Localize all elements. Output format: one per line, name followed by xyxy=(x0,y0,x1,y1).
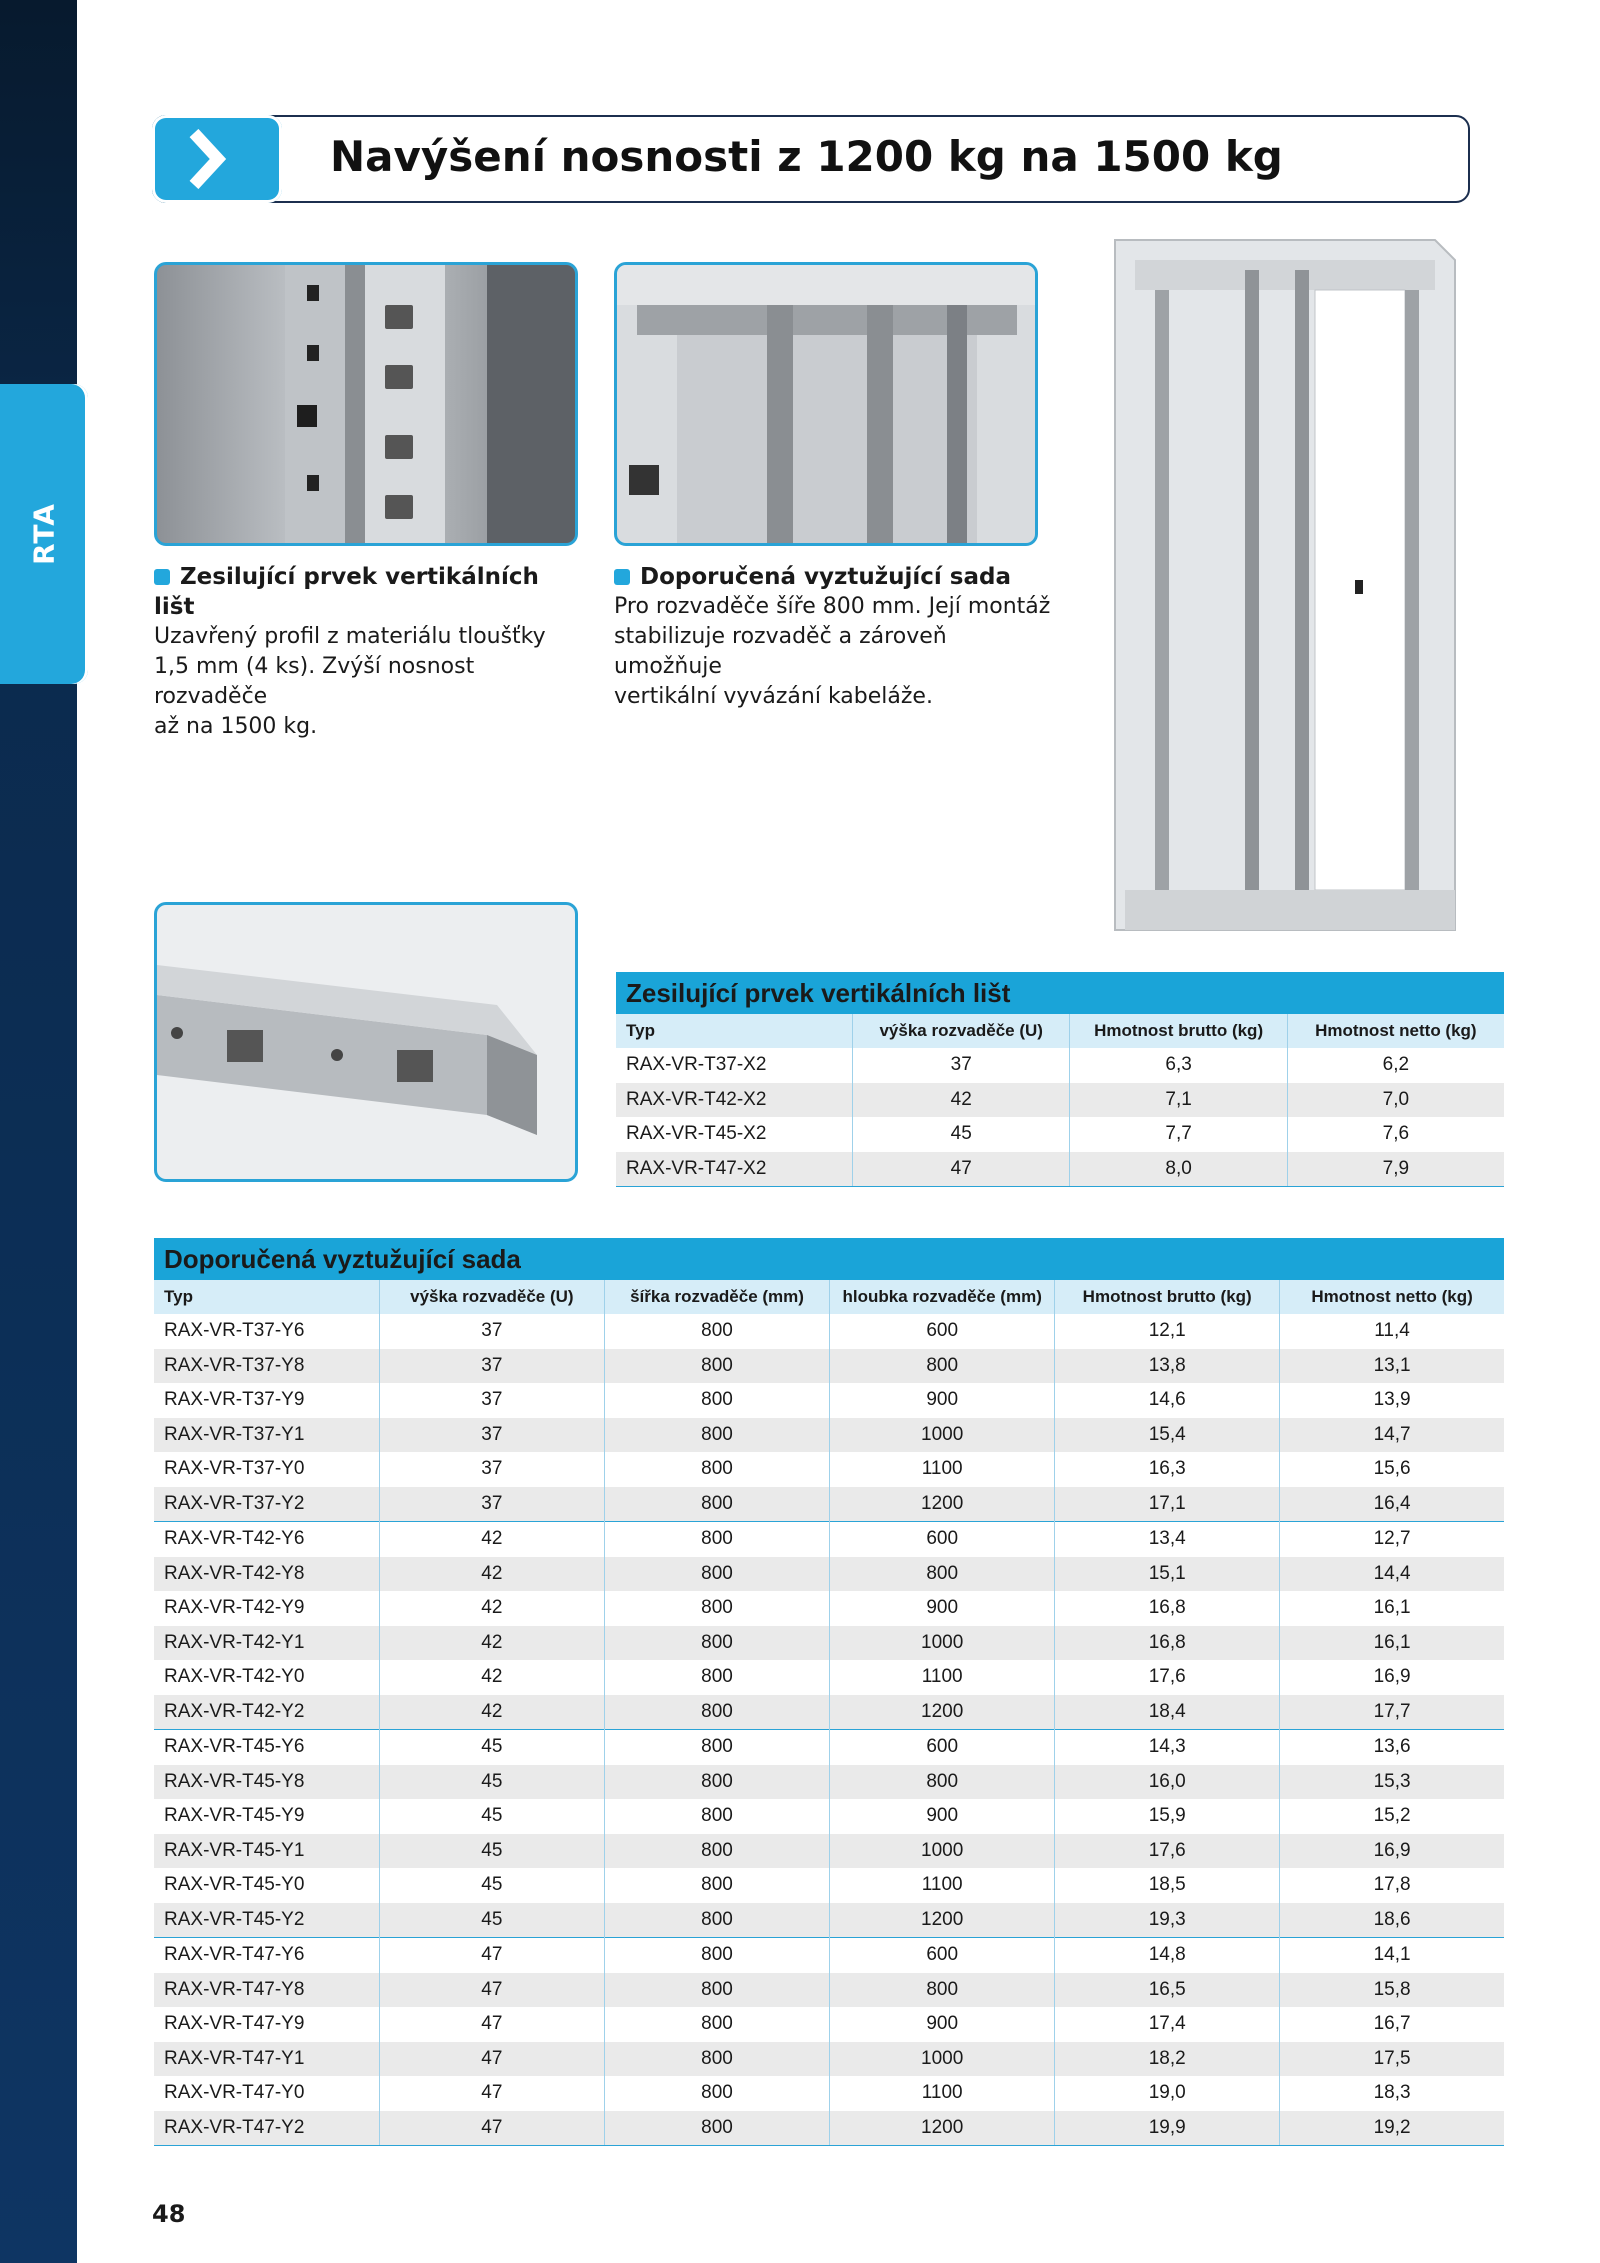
table-row xyxy=(154,1695,1504,1730)
table-cell: 800 xyxy=(830,1973,1055,2008)
table-cell: 7,9 xyxy=(1287,1152,1504,1187)
table-cell: 1000 xyxy=(830,2042,1055,2077)
table-row xyxy=(154,1522,1504,1557)
table-cell: 13,8 xyxy=(1055,1349,1280,1384)
table-cell: 14,1 xyxy=(1280,1938,1504,1973)
table-cell: 17,4 xyxy=(1055,2007,1280,2042)
table-cell: 800 xyxy=(604,1626,829,1661)
table-row xyxy=(154,1557,1504,1592)
table-cell: RAX-VR-T45-Y1 xyxy=(154,1834,379,1869)
feature-1-title: Zesilující prvek vertikálních lišt xyxy=(154,564,539,620)
table-cell: RAX-VR-T47-Y1 xyxy=(154,2042,379,2077)
table-cell: 19,9 xyxy=(1055,2111,1280,2146)
table-row xyxy=(154,1626,1504,1661)
table-cell: 7,0 xyxy=(1287,1083,1504,1118)
feature-1-line-3: až na 1500 kg. xyxy=(154,714,318,739)
table-row xyxy=(154,1383,1504,1418)
table-cell: 14,3 xyxy=(1055,1730,1280,1765)
table-row xyxy=(154,1349,1504,1384)
table-cell: 800 xyxy=(830,1557,1055,1592)
table-cell: RAX-VR-T42-Y9 xyxy=(164,1597,305,1619)
table-cell: 16,4 xyxy=(1280,1487,1504,1522)
feature-2-line-2: stabilizuje rozvaděč a zároveň umožňuje xyxy=(614,624,947,679)
table-cell: 16,8 xyxy=(1055,1626,1280,1661)
table-cell: 42 xyxy=(379,1660,604,1695)
table-cell: 15,1 xyxy=(1055,1557,1280,1592)
table-row xyxy=(154,1452,1504,1487)
table-cell: 42 xyxy=(379,1626,604,1661)
table-cell: RAX-VR-T37-Y0 xyxy=(164,1458,305,1480)
table-cell: RAX-VR-T37-Y6 xyxy=(164,1320,305,1342)
table-cell: 6,3 xyxy=(1070,1048,1287,1083)
table-cell: 800 xyxy=(604,1557,829,1592)
table-row xyxy=(154,1591,1504,1626)
table-cell: 1200 xyxy=(830,1487,1055,1522)
bullet-square-icon xyxy=(614,569,630,585)
table-cell: 47 xyxy=(379,1938,604,1973)
table-cell: RAX-VR-T45-Y2 xyxy=(154,1903,379,1938)
page-number: 48 xyxy=(152,2200,186,2228)
bullet-square-icon xyxy=(154,569,170,585)
table-row xyxy=(154,1418,1504,1453)
rack-cabinet-image xyxy=(1095,230,1470,950)
table-cell: 15,9 xyxy=(1055,1799,1280,1834)
table-cell: 17,7 xyxy=(1280,1695,1504,1730)
table-cell: 800 xyxy=(604,1868,829,1903)
table-cell: 1000 xyxy=(830,1626,1055,1661)
table-cell: 800 xyxy=(604,1834,829,1869)
table-cell: 45 xyxy=(379,1730,604,1765)
table-cell: 14,6 xyxy=(1055,1383,1280,1418)
table-cell: 13,6 xyxy=(1280,1730,1504,1765)
table-cell: 800 xyxy=(604,1487,829,1522)
table-cell: 16,3 xyxy=(1055,1452,1280,1487)
table-cell: 1100 xyxy=(830,1452,1055,1487)
table-cell: 13,4 xyxy=(1055,1522,1280,1557)
table-cell: 16,7 xyxy=(1280,2007,1504,2042)
table-cell: 17,8 xyxy=(1280,1868,1504,1903)
table-cell: 16,8 xyxy=(1055,1591,1280,1626)
table-row xyxy=(154,1314,1504,1349)
table-cell: 13,9 xyxy=(1280,1383,1504,1418)
table-cell: RAX-VR-T47-Y8 xyxy=(154,1973,379,2008)
table-cell: 16,1 xyxy=(1280,1591,1504,1626)
table-cell: 800 xyxy=(604,1522,829,1557)
page-title: Navýšení nosnosti z 1200 kg na 1500 kg xyxy=(330,132,1283,181)
rail-closeup-photo xyxy=(154,262,578,546)
table-row xyxy=(154,2007,1504,2042)
table-cell: 800 xyxy=(604,2042,829,2077)
feature-2 xyxy=(614,562,1054,712)
chevron-right-icon xyxy=(152,115,282,203)
table-cell: 15,4 xyxy=(1055,1418,1280,1453)
table-cell: 800 xyxy=(604,1973,829,2008)
table-cell: 42 xyxy=(379,1557,604,1592)
table-cell: 800 xyxy=(604,2111,829,2146)
table-cell: 600 xyxy=(830,1730,1055,1765)
table-cell: 1100 xyxy=(830,1660,1055,1695)
column-header: výška rozvaděče (U) xyxy=(852,1014,1070,1048)
table-cell: 1000 xyxy=(830,1418,1055,1453)
column-header: šířka rozvaděče (mm) xyxy=(604,1280,829,1314)
table-row xyxy=(154,1903,1504,1938)
table-cell: 800 xyxy=(604,1418,829,1453)
reinforcement-kit-table xyxy=(154,1238,1504,2146)
table-cell: 14,8 xyxy=(1055,1938,1280,1973)
table-row xyxy=(154,1868,1504,1903)
table-cell: 45 xyxy=(379,1903,604,1938)
table-row xyxy=(154,1799,1504,1834)
table-cell: 15,6 xyxy=(1280,1452,1504,1487)
section-tab-label: RTA xyxy=(27,503,61,565)
table-row xyxy=(154,1973,1504,2008)
table-cell: 47 xyxy=(379,2042,604,2077)
table-cell: 14,7 xyxy=(1280,1418,1504,1453)
table-cell: RAX-VR-T47-Y2 xyxy=(154,2111,379,2146)
table-cell: RAX-VR-T45-Y8 xyxy=(154,1765,379,1800)
table-cell: 800 xyxy=(604,1349,829,1384)
table-cell: RAX-VR-T47-Y9 xyxy=(164,2013,305,2035)
table-cell: 13,1 xyxy=(1280,1349,1504,1384)
table-cell: 800 xyxy=(604,2007,829,2042)
column-header: Hmotnost netto (kg) xyxy=(1287,1014,1504,1048)
table-cell: 17,6 xyxy=(1055,1660,1280,1695)
table-cell: 600 xyxy=(830,1938,1055,1973)
table-cell: RAX-VR-T45-X2 xyxy=(626,1123,767,1145)
table-cell: RAX-VR-T47-Y6 xyxy=(154,1938,379,1973)
table-cell: 42 xyxy=(379,1522,604,1557)
table-row xyxy=(616,1152,1504,1187)
table-cell: 800 xyxy=(604,1591,829,1626)
table-cell: 7,6 xyxy=(1287,1117,1504,1152)
table-row xyxy=(154,1938,1504,1973)
table-cell: 37 xyxy=(379,1452,604,1487)
table-cell: 16,9 xyxy=(1280,1660,1504,1695)
table-cell: RAX-VR-T37-Y1 xyxy=(154,1418,379,1453)
table-cell: RAX-VR-T42-Y1 xyxy=(154,1626,379,1661)
table-cell: RAX-VR-T47-X2 xyxy=(616,1152,852,1187)
table-cell: RAX-VR-T37-Y8 xyxy=(154,1349,379,1384)
column-header: výška rozvaděče (U) xyxy=(379,1280,604,1314)
table-cell: 47 xyxy=(379,2076,604,2111)
table-cell: 47 xyxy=(852,1152,1070,1187)
table-cell: 1100 xyxy=(830,2076,1055,2111)
table-row xyxy=(154,1660,1504,1695)
table-cell: 47 xyxy=(379,2007,604,2042)
table-row xyxy=(154,2076,1504,2111)
table-cell: 900 xyxy=(830,1383,1055,1418)
table-row xyxy=(154,1834,1504,1869)
table-cell: 19,0 xyxy=(1055,2076,1280,2111)
cabinet-interior-photo xyxy=(614,262,1038,546)
table-cell: 15,2 xyxy=(1280,1799,1504,1834)
table-cell: 45 xyxy=(379,1868,604,1903)
table-cell: 17,6 xyxy=(1055,1834,1280,1869)
table-cell: 7,7 xyxy=(1070,1117,1287,1152)
table-cell: 600 xyxy=(830,1314,1055,1349)
table-cell: 16,9 xyxy=(1280,1834,1504,1869)
table-cell: 1200 xyxy=(830,1695,1055,1730)
table-cell: 800 xyxy=(604,1938,829,1973)
table-cell: 800 xyxy=(604,1452,829,1487)
table-cell: RAX-VR-T37-Y2 xyxy=(154,1487,379,1522)
table-cell: 45 xyxy=(852,1117,1070,1152)
table-cell: 14,4 xyxy=(1280,1557,1504,1592)
table-cell: 18,2 xyxy=(1055,2042,1280,2077)
table-cell: 1100 xyxy=(830,1868,1055,1903)
table-2-title: Doporučená vyztužující sada xyxy=(154,1238,1504,1280)
table-cell: 800 xyxy=(604,1903,829,1938)
table-cell: 37 xyxy=(379,1487,604,1522)
table-cell: 800 xyxy=(604,1314,829,1349)
reinforcement-rail-table xyxy=(616,972,1504,1187)
table-row xyxy=(154,2111,1504,2146)
table-cell: 47 xyxy=(379,1973,604,2008)
table-cell: RAX-VR-T47-Y0 xyxy=(164,2082,305,2104)
feature-1-line-1: Uzavřený profil z materiálu tloušťky xyxy=(154,624,546,649)
table-row xyxy=(154,1487,1504,1522)
table-cell: 16,1 xyxy=(1280,1626,1504,1661)
table-cell: 16,0 xyxy=(1055,1765,1280,1800)
feature-2-line-1: Pro rozvaděče šíře 800 mm. Její montáž xyxy=(614,594,1051,619)
table-cell: 800 xyxy=(604,1383,829,1418)
table-cell: 19,3 xyxy=(1055,1903,1280,1938)
table-cell: 900 xyxy=(830,1799,1055,1834)
table-row xyxy=(154,1730,1504,1765)
column-header: Hmotnost netto (kg) xyxy=(1280,1280,1504,1314)
table-cell: 800 xyxy=(830,1765,1055,1800)
table-cell: 15,3 xyxy=(1280,1765,1504,1800)
table-cell: 12,7 xyxy=(1280,1522,1504,1557)
table-cell: RAX-VR-T37-X2 xyxy=(626,1054,767,1076)
table-cell: 800 xyxy=(604,1730,829,1765)
table-row xyxy=(154,1765,1504,1800)
table-cell: 900 xyxy=(830,1591,1055,1626)
table-cell: 18,3 xyxy=(1280,2076,1504,2111)
feature-2-line-3: vertikální vyvázání kabeláže. xyxy=(614,684,933,709)
table-row xyxy=(154,2042,1504,2077)
table-cell: 18,5 xyxy=(1055,1868,1280,1903)
table-cell: RAX-VR-T42-Y0 xyxy=(164,1666,305,1688)
table-cell: RAX-VR-T42-Y6 xyxy=(154,1522,379,1557)
table-cell: 19,2 xyxy=(1280,2111,1504,2146)
table-cell: 16,5 xyxy=(1055,1973,1280,2008)
table-cell: 47 xyxy=(379,2111,604,2146)
table-row xyxy=(616,1117,1504,1152)
column-header: hloubka rozvaděče (mm) xyxy=(830,1280,1055,1314)
table-cell: 11,4 xyxy=(1280,1314,1504,1349)
table-cell: 1000 xyxy=(830,1834,1055,1869)
table-cell: RAX-VR-T45-Y6 xyxy=(154,1730,379,1765)
feature-2-title: Doporučená vyztužující sada xyxy=(614,562,1054,592)
sidebar xyxy=(0,0,77,2263)
table-cell: 42 xyxy=(379,1695,604,1730)
section-tab xyxy=(0,384,88,684)
table-cell: 7,1 xyxy=(1070,1083,1287,1118)
table-cell: 600 xyxy=(830,1522,1055,1557)
table-cell: 45 xyxy=(379,1765,604,1800)
table-cell: 17,5 xyxy=(1280,2042,1504,2077)
table-cell: RAX-VR-T42-X2 xyxy=(616,1083,852,1118)
table-cell: RAX-VR-T42-Y8 xyxy=(154,1557,379,1592)
column-header: Hmotnost brutto (kg) xyxy=(1070,1014,1287,1048)
table-cell: 800 xyxy=(604,2076,829,2111)
table-cell: 18,6 xyxy=(1280,1903,1504,1938)
rail-profile-photo xyxy=(154,902,578,1182)
column-header: Typ xyxy=(616,1014,852,1048)
table-cell: 12,1 xyxy=(1055,1314,1280,1349)
table-cell: RAX-VR-T45-Y0 xyxy=(164,1874,305,1896)
table-row xyxy=(616,1083,1504,1118)
table-cell: 15,8 xyxy=(1280,1973,1504,2008)
table-cell: 18,4 xyxy=(1055,1695,1280,1730)
column-header: Hmotnost brutto (kg) xyxy=(1055,1280,1280,1314)
table-cell: 800 xyxy=(604,1765,829,1800)
feature-1 xyxy=(154,562,584,742)
table-cell: 6,2 xyxy=(1287,1048,1504,1083)
table-cell: 42 xyxy=(379,1591,604,1626)
table-cell: RAX-VR-T45-Y9 xyxy=(164,1805,305,1827)
table-cell: 37 xyxy=(852,1048,1070,1083)
table-cell: RAX-VR-T42-Y2 xyxy=(154,1695,379,1730)
feature-1-line-2: 1,5 mm (4 ks). Zvýší nosnost rozvaděče xyxy=(154,654,475,709)
table-cell: 45 xyxy=(379,1799,604,1834)
table-cell: 37 xyxy=(379,1349,604,1384)
table-cell: 800 xyxy=(604,1660,829,1695)
table-cell: 37 xyxy=(379,1314,604,1349)
table-cell: 800 xyxy=(604,1799,829,1834)
table-cell: RAX-VR-T37-Y9 xyxy=(164,1389,305,1411)
column-header: Typ xyxy=(154,1280,379,1314)
table-cell: 900 xyxy=(830,2007,1055,2042)
table-cell: 8,0 xyxy=(1070,1152,1287,1187)
table-cell: 800 xyxy=(604,1695,829,1730)
table-cell: 37 xyxy=(379,1383,604,1418)
table-cell: 1200 xyxy=(830,1903,1055,1938)
table-cell: 37 xyxy=(379,1418,604,1453)
table-cell: 45 xyxy=(379,1834,604,1869)
table-row xyxy=(616,1048,1504,1083)
table-cell: 42 xyxy=(852,1083,1070,1118)
table-cell: 17,1 xyxy=(1055,1487,1280,1522)
table-cell: 800 xyxy=(830,1349,1055,1384)
table-1-title: Zesilující prvek vertikálních lišt xyxy=(616,972,1504,1014)
table-cell: 1200 xyxy=(830,2111,1055,2146)
